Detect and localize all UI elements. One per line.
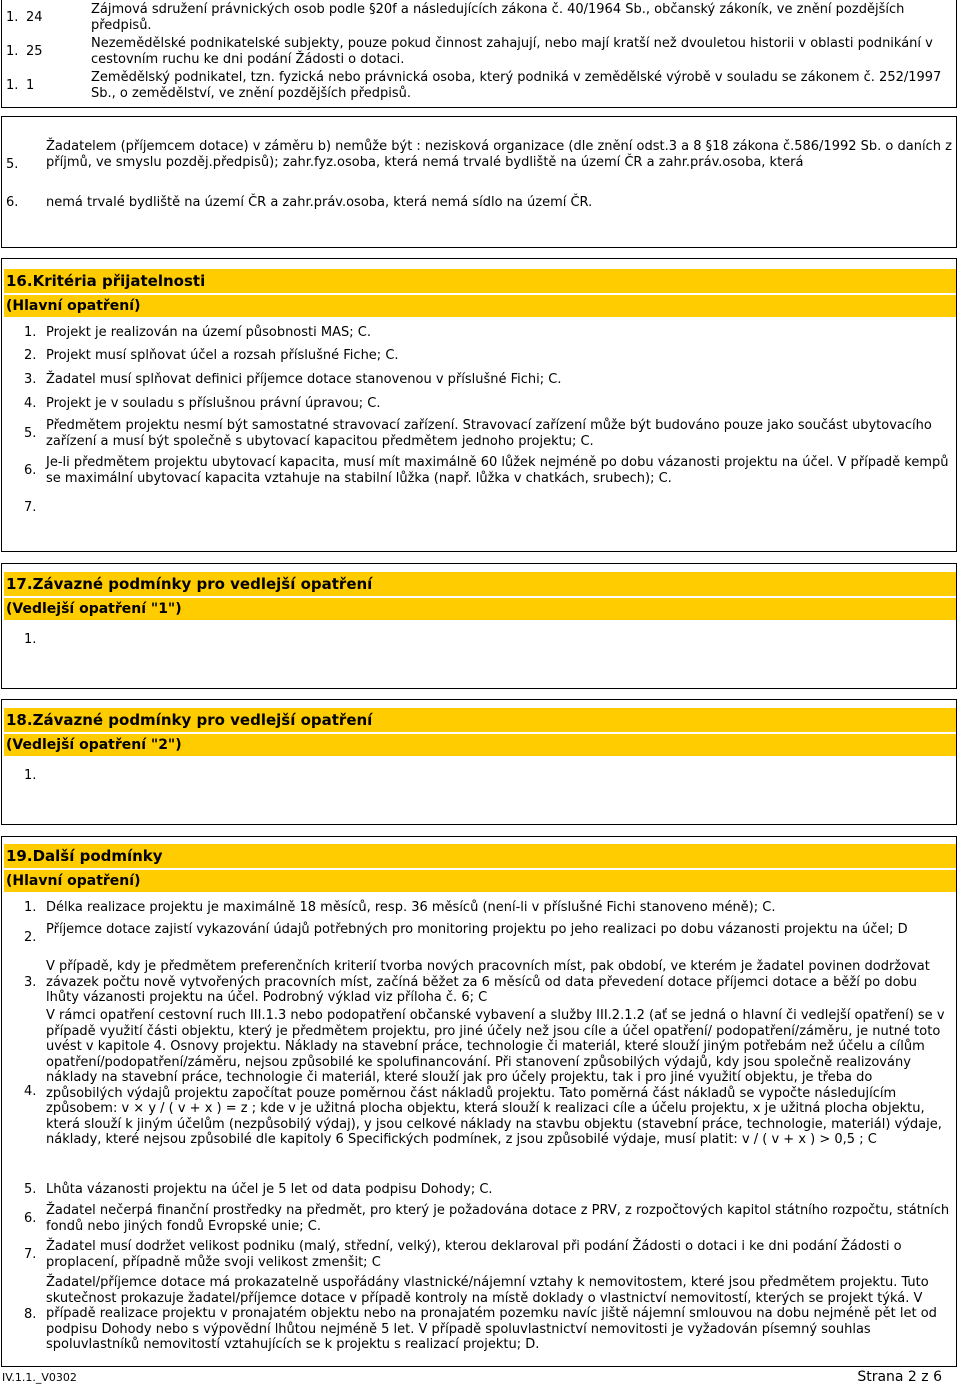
page-number: Strana 2 z 6: [857, 1369, 942, 1385]
row-number: 1.: [24, 900, 37, 915]
section-19: [1, 836, 957, 1367]
row-text: nemá trvalé bydliště na území ČR a zahr.práv.osoba, která nemá sídlo na území ČR.: [46, 195, 593, 210]
section-subtitle: (Vedlejší opatření "2"): [4, 734, 956, 756]
exclusion-row: [2, 139, 956, 191]
row-number: 2.: [24, 348, 37, 363]
row-text: Je-li předmětem projektu ubytovací kapacita, musí mít maximálně 60 lůžek nejméně po dobu vázanosti projektu na účel. V případě kempů se maximální ubytovací kapacita vztahuje na stabilní lůžka (např. lůžka v chatkách, srubech); C.: [46, 455, 949, 486]
row-text: Příjemce dotace zajistí vykazování údajů potřebných pro monitoring projektu po jeho realizaci po dobu vázanosti projektu na účel; D: [46, 922, 908, 937]
row-number: 3.: [24, 975, 37, 990]
row-number: 8.: [24, 1307, 37, 1322]
row-text: Projekt musí splňovat účel a rozsah příslušné Fiche; C.: [46, 348, 399, 363]
row-number: 1.: [6, 78, 19, 93]
row-subnumber: 1: [26, 78, 35, 93]
condition-row: [2, 900, 956, 918]
row-subnumber: 24: [26, 10, 43, 25]
row-text: V rámci opatření cestovní ruch III.1.3 nebo podopatření občanské vybavení a služby III.2.1.2 (ať se jedná o hlavní či vedlejší opatření) se v případě využití části objektu, který je předmětem projektu, pro jiné účely než jsou cíle a účel opatření/ podopatření/záměru, je nutné toto uvést v kapitole 4. Osnovy projektu. Náklady na stavební práce, technologie či materiál, které slouží jiným potřebám než účelu a cílům opatření/podopatření/záměru, nejsou způsobilé ke spolufinancování. Při stanovení způsobilých výdajů, kdy jsou společně realizovány náklady na stavební práce, technologie či materiál, které slouží jak pro účely projektu, tak i pro jiné využití objektu, je třeba do způsobilých výdajů projektu započítat pouze poměrnou část nákladů projektu. Tato poměrná část nákladů se vypočte následujícím způsobem: v × y / ( v + x ) = z ; kde v je užitná plocha objektu, která slouží k realizaci cíle a účelu projektu, x je užitná plocha objektu, která slouží k jiným účelům (nezpůsobilý výdaj), y jsou celkové náklady na stavbu objektu (stavební práce, technologie, materiál) výdaje, náklady, které nejsou způsobilé dle kapitoly 6 Specifických podmínek, z jsou způsobilé výdaje, musí platit: v / ( v + x ) > 0,5 ; C: [46, 1008, 945, 1147]
section-17: [1, 563, 957, 689]
row-number: 1.: [24, 325, 37, 340]
applicant-types-box: [1, 0, 957, 108]
criterion-row: [2, 500, 956, 518]
condition-row: [2, 1008, 956, 1178]
criterion-row: [2, 396, 956, 414]
row-text: Žadatel musí dodržet velikost podniku (malý, střední, velký), kterou deklaroval při podání Žádosti o dotaci i ke dni podání Žádosti o proplacení, případně může svoji velikost zmenšit; C: [46, 1239, 902, 1270]
row-text: Žadatel musí splňovat definici příjemce dotace stanovenou v příslušné Fichi; C.: [46, 372, 562, 387]
row-number: 4.: [24, 1084, 37, 1099]
criterion-row: [2, 455, 956, 489]
exclusion-box: [1, 116, 957, 248]
section-title: 17.Závazné podmínky pro vedlejší opatření: [4, 572, 956, 596]
row-number: 6.: [24, 463, 37, 478]
section-subtitle: (Hlavní opatření): [4, 870, 956, 892]
row-number: 5.: [24, 1182, 37, 1197]
row-number: 2.: [24, 930, 37, 945]
condition-row: [2, 632, 956, 650]
applicant-row: [2, 70, 956, 102]
criterion-row: [2, 325, 956, 343]
row-text: V případě, kdy je předmětem preferenčních kriterií tvorba nových pracovních míst, pak období, ve kterém je žadatel povinen dodržovat závazek počtu nově vytvořených pracovních míst, začíná běžet za 6 měsíců od data převedení dotace příjemci dotace a běží po dobu lhůty vázanosti projektu na účel. Podrobný výklad viz příloha č. 6; C: [46, 959, 930, 1005]
row-text: Zemědělský podnikatel, tzn. fyzická nebo právnická osoba, který podniká v zemědělské výrobě v souladu se zákonem č. 252/1997 Sb., o zemědělství, ve znění pozdějších předpisů.: [91, 70, 942, 101]
condition-row: [2, 1182, 956, 1200]
row-text: Lhůta vázanosti projektu na účel je 5 let od data podpisu Dohody; C.: [46, 1182, 493, 1197]
section-16: [1, 258, 957, 552]
condition-row: [2, 1203, 956, 1237]
criterion-row: [2, 418, 956, 452]
section-subtitle: (Vedlejší opatření "1"): [4, 598, 956, 620]
row-text: Délka realizace projektu je maximálně 18 měsíců, resp. 36 měsíců (není-li v příslušné Fichi stanoveno méně); C.: [46, 900, 776, 915]
row-subnumber: 25: [26, 44, 43, 59]
condition-row: [2, 922, 956, 956]
section-title: 16.Kritéria přijatelnosti: [4, 269, 956, 293]
row-text: Žadatel nečerpá finanční prostředky na předmět, pro který je požadována dotace z PRV, z rozpočtových kapitol státního rozpočtu, státních fondů nebo jiných fondů Evropské unie; C.: [46, 1203, 950, 1234]
section-title: 18.Závazné podmínky pro vedlejší opatření: [4, 708, 956, 732]
row-number: 1.: [24, 768, 37, 783]
row-text: Projekt je realizován na území působnosti MAS; C.: [46, 325, 371, 340]
row-text: Žadatelem (příjemcem dotace) v záměru b) nemůže být : nezisková organizace (dle znění odst.3 a 8 §18 zákona č.586/1992 Sb. o daních z příjmů, ve smyslu pozděj.předpisů); zahr.fyz.osoba, která nemá trvalé bydliště na území ČR a zahr.práv.osoba, která: [46, 139, 952, 170]
row-number: 1.: [6, 44, 19, 59]
section-title: 19.Další podmínky: [4, 844, 956, 868]
row-number: 6.: [24, 1211, 37, 1226]
row-text: Žadatel/příjemce dotace má prokazatelně uspořádány vlastnické/nájemní vztahy k nemovitostem, které jsou předmětem projektu. Tuto skutečnost prokazuje žadatel/příjemce dotace v případě kontroly na místě doklady o vlastnictví nemovitostí, kterých se projekt týká. V případě realizace projektu v pronajatém objektu nebo na pronajatém pozemku navíc jiště nájemní smlouvou na dobu nejméně pět let od podpisu Dohody nebo s výpovědní lhůtou nejméně 5 let. V případě spoluvlastnictví nemovitosti je vyžadován písemný souhlas spoluvlastníků nemovitostí vztahujících se k projektu s realizací projektu; D.: [46, 1275, 937, 1352]
row-number: 7.: [24, 500, 37, 515]
condition-row: [2, 768, 956, 786]
row-text: Nezemědělské podnikatelské subjekty, pouze pokud činnost zahajují, nebo mají kratší než dvouletou historii v oblasti podnikání v cestovním ruchu ke dni podání Žádosti o dotaci.: [91, 36, 933, 67]
section-subtitle: (Hlavní opatření): [4, 295, 956, 317]
row-number: 5.: [24, 426, 37, 441]
applicant-row: [2, 2, 956, 34]
row-number: 6.: [6, 195, 19, 210]
row-number: 1.: [6, 10, 19, 25]
row-number: 3.: [24, 372, 37, 387]
criterion-row: [2, 372, 956, 390]
condition-row: [2, 959, 956, 1009]
applicant-row: [2, 36, 956, 68]
row-text: Zájmová sdružení právnických osob podle §20f a následujících zákona č. 40/1964 Sb., občanský zákoník, ve znění pozdějších předpisů.: [91, 2, 905, 33]
row-text: Projekt je v souladu s příslušnou právní úpravou; C.: [46, 396, 381, 411]
section-18: [1, 699, 957, 825]
row-number: 5.: [6, 157, 19, 172]
condition-row: [2, 1239, 956, 1273]
condition-row: [2, 1275, 956, 1359]
document-code: IV.1.1._V0302: [2, 1371, 77, 1384]
row-text: Předmětem projektu nesmí být samostatné stravovací zařízení. Stravovací zařízení může být budováno pouze jako součást ubytovacího zařízení a musí být společně s ubytovací kapacitou předmětem jednoho projektu; C.: [46, 418, 932, 449]
row-number: 4.: [24, 396, 37, 411]
row-number: 1.: [24, 632, 37, 647]
exclusion-row: [2, 195, 956, 213]
criterion-row: [2, 348, 956, 366]
row-number: 7.: [24, 1247, 37, 1262]
